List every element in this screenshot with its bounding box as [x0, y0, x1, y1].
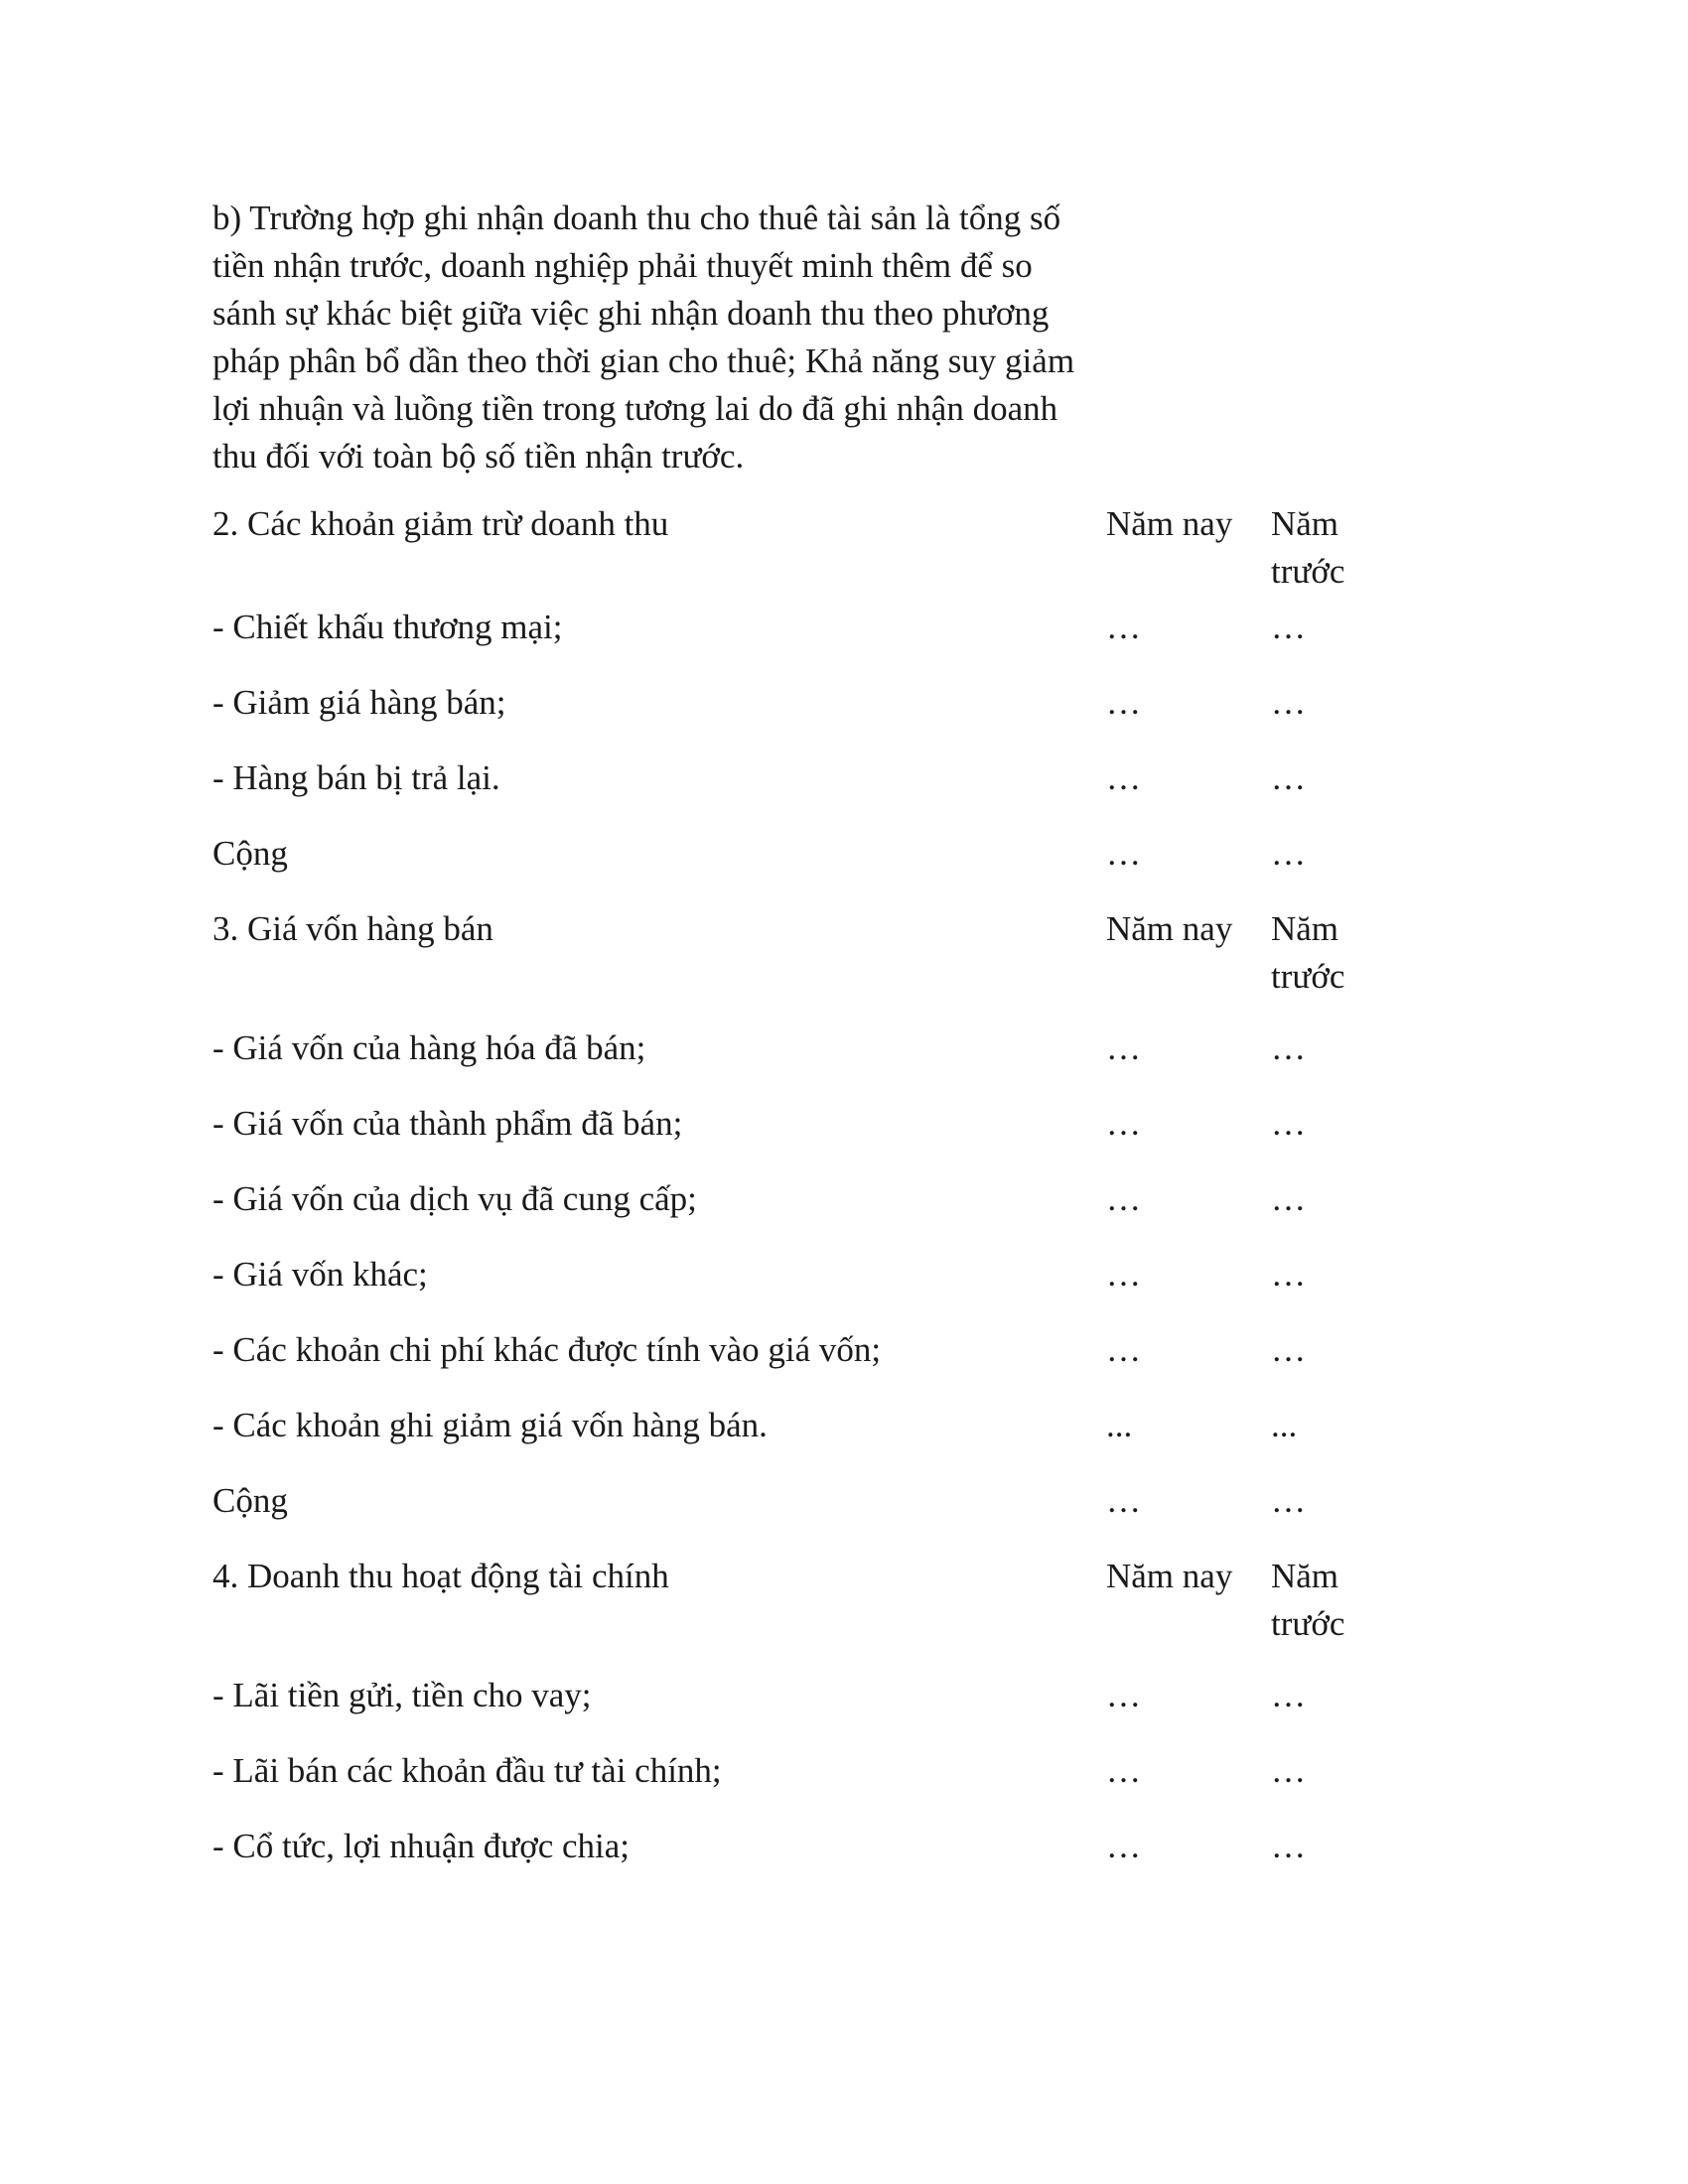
- row-label: Cộng: [212, 834, 288, 873]
- row-previous-value: …: [1271, 1676, 1306, 1714]
- row-label: - Giá vốn của dịch vụ đã cung cấp;: [212, 1179, 697, 1218]
- row-label: - Các khoản ghi giảm giá vốn hàng bán.: [212, 1406, 768, 1444]
- table-row: [212, 1251, 1503, 1326]
- row-label: - Chiết khấu thương mại;: [212, 608, 563, 646]
- row-current-value: …: [1106, 608, 1141, 646]
- table-row: [212, 1823, 1503, 1898]
- row-previous-value: …: [1271, 1255, 1306, 1294]
- total-row: [212, 1477, 1503, 1553]
- row-current-value: …: [1106, 683, 1141, 722]
- row-current-value: …: [1106, 1330, 1141, 1369]
- column-header-previous-year: Năm trước: [1271, 504, 1345, 591]
- table-row: [212, 1175, 1503, 1251]
- total-row: [212, 830, 1503, 905]
- table-row: [212, 754, 1503, 830]
- row-label: - Giá vốn của thành phẩm đã bán;: [212, 1104, 683, 1143]
- column-header-previous-year: Năm trước: [1271, 909, 1345, 996]
- table-row: [212, 679, 1503, 754]
- row-label: - Hàng bán bị trả lại.: [212, 758, 500, 797]
- row-current-value: …: [1106, 1179, 1141, 1218]
- row-current-value: …: [1106, 1827, 1141, 1865]
- section-header: [212, 1553, 1503, 1672]
- row-current-value: …: [1106, 1028, 1141, 1067]
- intro-paragraph: b) Trường hợp ghi nhận doanh thu cho thuê tài sản là tổng số tiền nhận trước, doanh nghiệp phải thuyết minh thêm để so sánh sự khác biệt giữa việc ghi nhận doanh thu theo phương pháp phân bổ dần theo thời gian cho thuê; Khả năng suy giảm lợi nhuận và luồng tiền trong tương lai do đã ghi nhận doanh thu đối với toàn bộ số tiền nhận trước.: [212, 199, 1075, 476]
- row-label: Cộng: [212, 1481, 288, 1520]
- row-label: - Lãi tiền gửi, tiền cho vay;: [212, 1676, 592, 1714]
- row-label: - Các khoản chi phí khác được tính vào giá vốn;: [212, 1330, 882, 1369]
- section-title: 3. Giá vốn hàng bán: [212, 909, 493, 948]
- row-current-value: …: [1106, 758, 1141, 797]
- table-row: [212, 604, 1503, 679]
- section-header: [212, 500, 1503, 604]
- row-current-value: …: [1106, 1255, 1141, 1294]
- row-label: - Giảm giá hàng bán;: [212, 683, 506, 722]
- row-current-value: …: [1106, 1751, 1141, 1790]
- section-header: [212, 905, 1503, 1024]
- table-row: [212, 1024, 1503, 1100]
- row-current-value: …: [1106, 1104, 1141, 1143]
- row-current-value: …: [1106, 1481, 1141, 1520]
- row-label: - Cổ tức, lợi nhuận được chia;: [212, 1827, 630, 1865]
- table-row: [212, 1100, 1503, 1175]
- column-header-current-year: Năm nay: [1106, 909, 1233, 948]
- section-cost-of-goods-sold: [212, 905, 1503, 1553]
- row-previous-value: …: [1271, 1330, 1306, 1369]
- row-previous-value: …: [1271, 834, 1306, 873]
- section-title: 2. Các khoản giảm trừ doanh thu: [212, 504, 669, 543]
- column-header-current-year: Năm nay: [1106, 504, 1233, 543]
- table-row: [212, 1326, 1503, 1402]
- table-row: [212, 1402, 1503, 1477]
- row-label: - Giá vốn của hàng hóa đã bán;: [212, 1028, 646, 1067]
- row-previous-value: ...: [1271, 1406, 1298, 1444]
- row-previous-value: …: [1271, 1028, 1306, 1067]
- table-row: [212, 1672, 1503, 1747]
- row-previous-value: …: [1271, 758, 1306, 797]
- row-previous-value: …: [1271, 683, 1306, 722]
- row-previous-value: …: [1271, 1827, 1306, 1865]
- section-title: 4. Doanh thu hoạt động tài chính: [212, 1557, 669, 1595]
- table-row: [212, 1747, 1503, 1823]
- row-previous-value: …: [1271, 1104, 1306, 1143]
- section-financial-income: [212, 1553, 1503, 1898]
- row-previous-value: …: [1271, 1481, 1306, 1520]
- row-previous-value: …: [1271, 1179, 1306, 1218]
- column-header-current-year: Năm nay: [1106, 1557, 1233, 1595]
- row-label: - Lãi bán các khoản đầu tư tài chính;: [212, 1751, 722, 1790]
- row-label: - Giá vốn khác;: [212, 1255, 428, 1294]
- section-revenue-deductions: [212, 500, 1503, 905]
- column-header-previous-year: Năm trước: [1271, 1557, 1345, 1643]
- row-current-value: …: [1106, 834, 1141, 873]
- row-previous-value: …: [1271, 608, 1306, 646]
- document-page: [212, 195, 1503, 1898]
- row-current-value: ...: [1106, 1406, 1133, 1444]
- row-current-value: …: [1106, 1676, 1141, 1714]
- row-previous-value: …: [1271, 1751, 1306, 1790]
